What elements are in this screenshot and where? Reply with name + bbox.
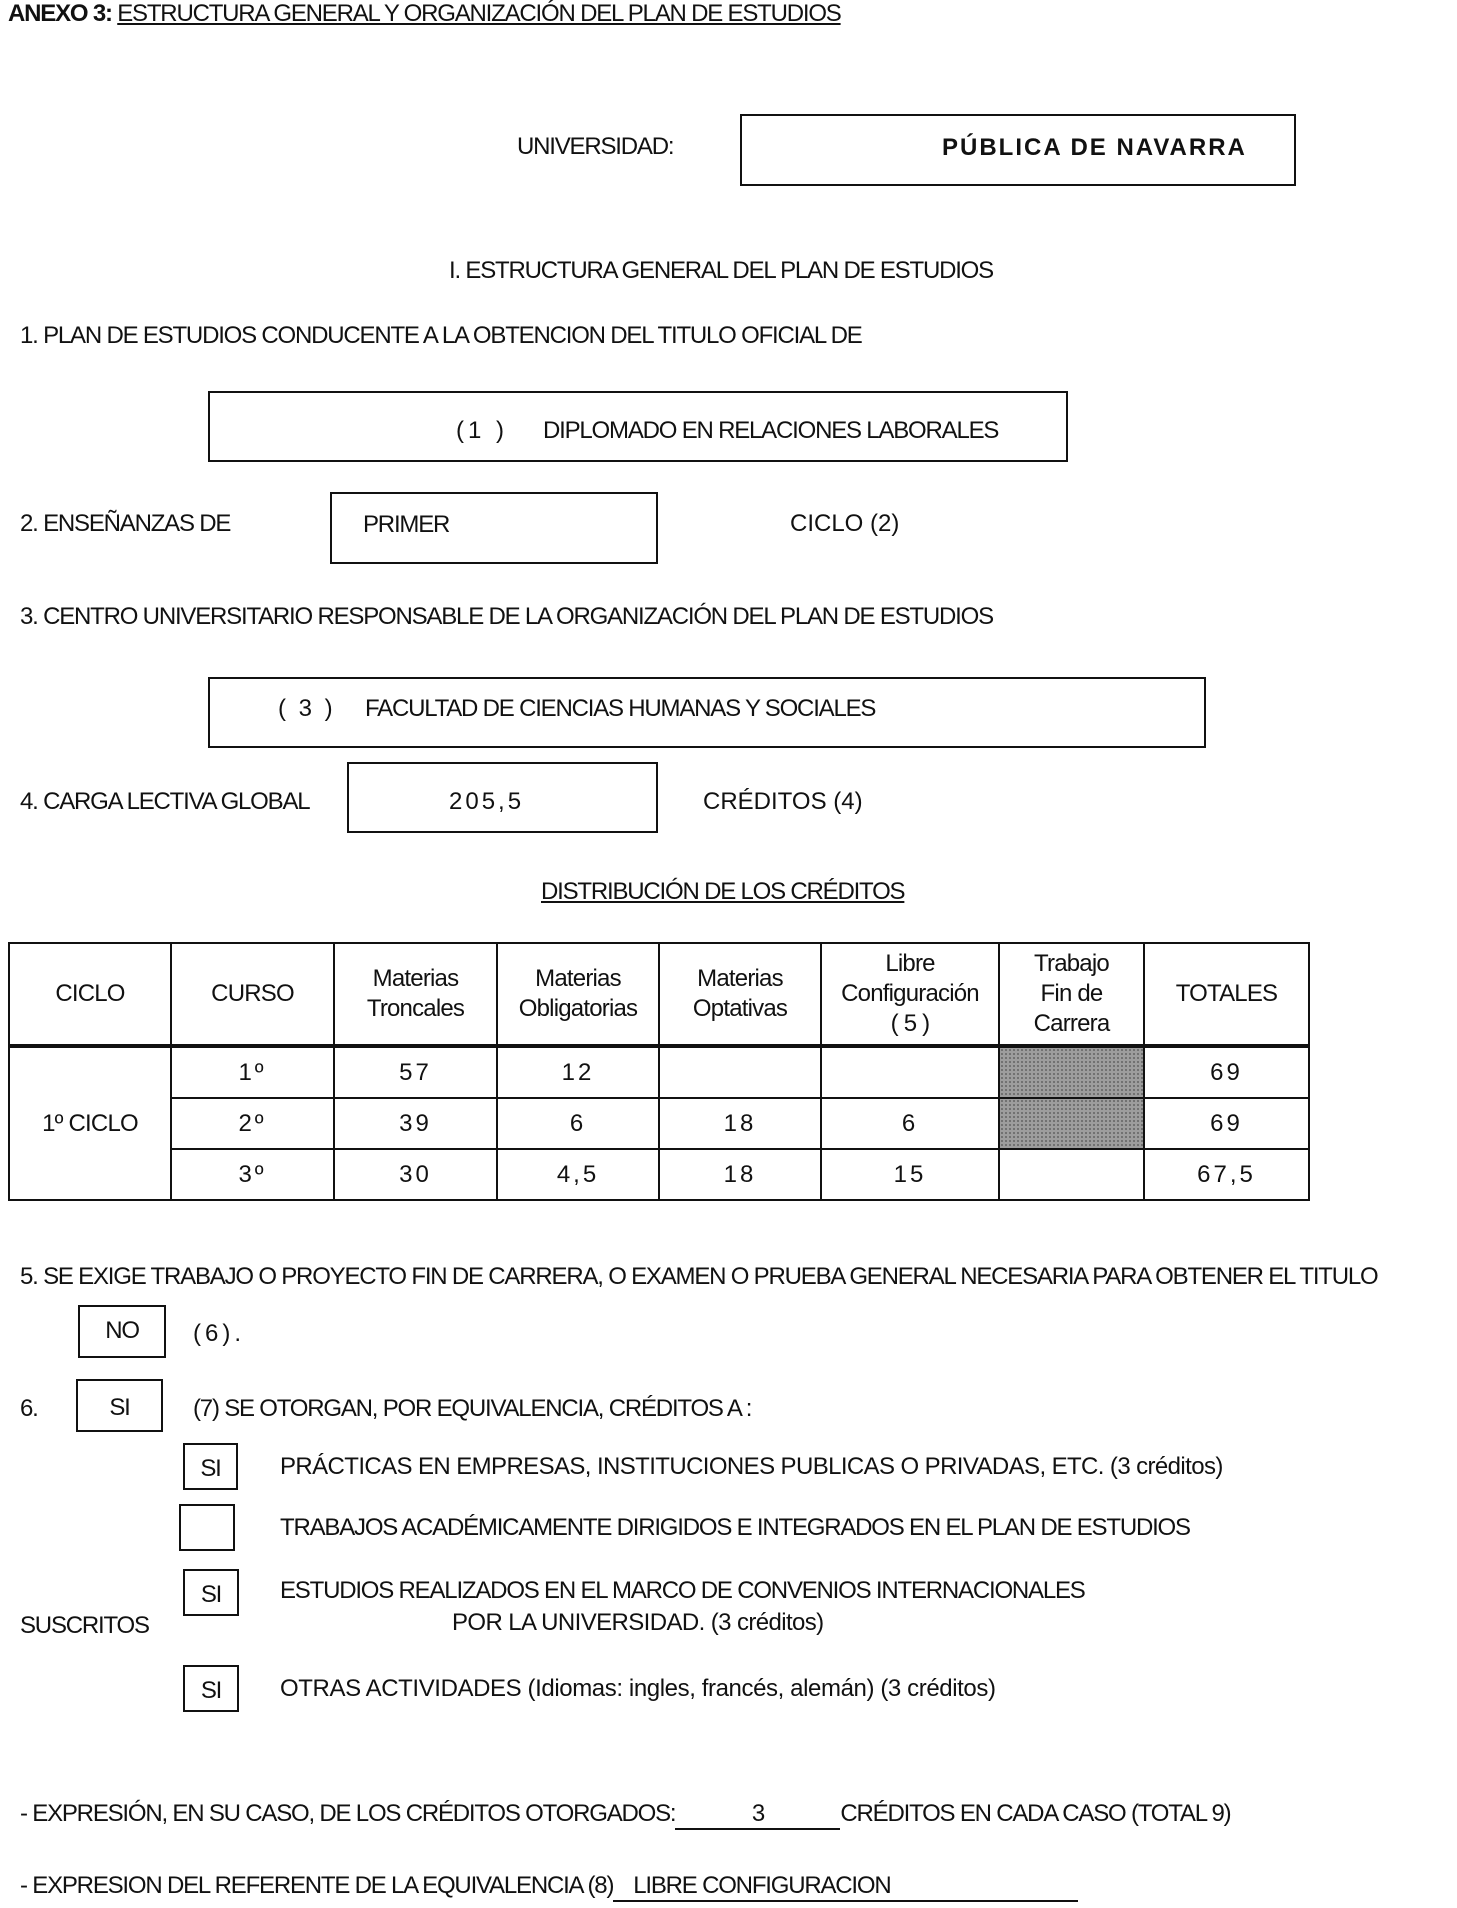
credits-suffix: CRÉDITOS (4) [703, 788, 863, 815]
item4-label: 4. CARGA LECTIVA GLOBAL [20, 788, 310, 815]
header-optativas-line2: Optativas [692, 995, 788, 1022]
libre-cell: 15 [821, 1149, 999, 1200]
center-ref: ( 3 ) [278, 695, 336, 722]
header-libre [821, 943, 999, 1046]
header-libre-line2: Configuración [841, 980, 979, 1007]
curso-cell: 3º [171, 1149, 334, 1200]
final-project-value: NO [105, 1317, 139, 1344]
option-check-value: SI [200, 1677, 222, 1704]
equivalence-value: SI [109, 1394, 130, 1421]
annex-header [8, 0, 841, 28]
item2-label: 2. ENSEÑANZAS DE [20, 510, 231, 537]
option-checkbox-practicas[interactable] [183, 1443, 238, 1490]
header-trabajo [999, 943, 1144, 1046]
header-obligatorias-line2: Obligatorias [518, 995, 638, 1022]
header-troncales-line1: Materias [372, 965, 459, 992]
suscritos-label: SUSCRITOS [20, 1612, 149, 1639]
header-trabajo-line3: Carrera [1033, 1010, 1110, 1037]
option-checkbox-convenios[interactable] [183, 1569, 239, 1616]
total-cell: 69 [1144, 1046, 1309, 1098]
optativas-cell: 18 [659, 1098, 821, 1149]
optativas-cell: 18 [659, 1149, 821, 1200]
curso-cell: 1º [171, 1046, 334, 1098]
cycle-box [330, 492, 658, 564]
optativas-cell [659, 1046, 821, 1098]
libre-cell [821, 1046, 999, 1098]
center-value: FACULTAD DE CIENCIAS HUMANAS Y SOCIALES [365, 695, 876, 722]
obligatorias-cell: 6 [497, 1098, 659, 1149]
header-libre-line1: Libre [885, 950, 935, 977]
header-ciclo: CICLO [9, 943, 171, 1046]
item6-number: 6. [20, 1395, 38, 1422]
option-text-practicas: PRÁCTICAS EN EMPRESAS, INSTITUCIONES PUBLICAS O PRIVADAS, ETC. (3 créditos) [280, 1453, 1223, 1480]
header-totales: TOTALES [1144, 943, 1309, 1046]
credits-box [347, 762, 658, 833]
degree-ref: (1 ) [456, 417, 508, 444]
degree-value: DIPLOMADO EN RELACIONES LABORALES [543, 417, 999, 444]
ciclo-cell: 1º CICLO [9, 1046, 171, 1200]
equivalence-box [76, 1379, 163, 1432]
option-checkbox-otras[interactable] [183, 1665, 239, 1712]
distribution-title: DISTRIBUCIÓN DE LOS CRÉDITOS [541, 878, 905, 905]
university-value: PÚBLICA DE NAVARRA [942, 134, 1247, 161]
center-box [208, 677, 1206, 748]
item5-label: 5. SE EXIGE TRABAJO O PROYECTO FIN DE CARRERA, O EXAMEN O PRUEBA GENERAL NECESARIA PARA OBTENER EL TITULO [20, 1263, 1378, 1290]
expresion-creditos-line [20, 1800, 1230, 1830]
credits-distribution-table [8, 942, 1310, 1201]
section-title: I. ESTRUCTURA GENERAL DEL PLAN DE ESTUDIOS [449, 257, 993, 284]
expresion-creditos-suffix: CRÉDITOS EN CADA CASO (TOTAL 9) [840, 1800, 1231, 1827]
trabajo-cell-shaded [999, 1046, 1144, 1098]
header-libre-line3: ( 5 ) [890, 1010, 930, 1037]
degree-title-box [208, 391, 1068, 462]
expresion-creditos-label: - EXPRESIÓN, EN SU CASO, DE LOS CRÉDITOS OTORGADOS: [20, 1800, 676, 1827]
expresion-referente-line [20, 1872, 1078, 1902]
header-optativas-line1: Materias [697, 965, 783, 992]
cycle-suffix: CICLO (2) [790, 510, 900, 537]
header-obligatorias-line1: Materias [535, 965, 621, 992]
expresion-creditos-value: 3 [675, 1800, 840, 1830]
header-optativas [659, 943, 821, 1046]
item3-label: 3. CENTRO UNIVERSITARIO RESPONSABLE DE LA ORGANIZACIÓN DEL PLAN DE ESTUDIOS [20, 603, 993, 630]
libre-cell: 6 [821, 1098, 999, 1149]
header-trabajo-line2: Fin de [1040, 980, 1103, 1007]
troncales-cell: 30 [334, 1149, 497, 1200]
option-text-otras: OTRAS ACTIVIDADES (Idiomas: ingles, francés, alemán) (3 créditos) [280, 1675, 996, 1702]
table-row [9, 1098, 1309, 1149]
table-row [9, 1046, 1309, 1098]
option-text-trabajos: TRABAJOS ACADÉMICAMENTE DIRIGIDOS E INTEGRADOS EN EL PLAN DE ESTUDIOS [280, 1514, 1190, 1541]
header-troncales [334, 943, 497, 1046]
final-project-box [78, 1305, 166, 1358]
item1-label: 1. PLAN DE ESTUDIOS CONDUCENTE A LA OBTENCION DEL TITULO OFICIAL DE [20, 322, 862, 349]
cycle-value: PRIMER [363, 511, 450, 538]
item5-ref: (6). [193, 1320, 245, 1347]
obligatorias-cell: 4,5 [497, 1149, 659, 1200]
troncales-cell: 57 [334, 1046, 497, 1098]
university-box [740, 114, 1296, 186]
option-text-convenios-line2: POR LA UNIVERSIDAD. (3 créditos) [452, 1609, 824, 1636]
obligatorias-cell: 12 [497, 1046, 659, 1098]
university-label: UNIVERSIDAD: [517, 133, 674, 160]
total-cell: 67,5 [1144, 1149, 1309, 1200]
curso-cell: 2º [171, 1098, 334, 1149]
option-checkbox-trabajos[interactable] [179, 1504, 235, 1551]
header-troncales-line2: Troncales [366, 995, 465, 1022]
header-obligatorias [497, 943, 659, 1046]
total-cell: 69 [1144, 1098, 1309, 1149]
trabajo-cell [999, 1149, 1144, 1200]
troncales-cell: 39 [334, 1098, 497, 1149]
credits-value: 205,5 [449, 788, 525, 815]
header-trabajo-line1: Trabajo [1034, 950, 1109, 977]
trabajo-cell-shaded [999, 1098, 1144, 1149]
option-text-convenios: ESTUDIOS REALIZADOS EN EL MARCO DE CONVENIOS INTERNACIONALES [280, 1577, 1085, 1604]
annex-label: ANEXO 3: [8, 0, 112, 27]
table-row [9, 1149, 1309, 1200]
header-curso: CURSO [171, 943, 334, 1046]
option-check-value: SI [200, 1455, 221, 1482]
table-header-row [9, 943, 1309, 1046]
expresion-referente-value: LIBRE CONFIGURACION [613, 1872, 1078, 1902]
item6-label: (7) SE OTORGAN, POR EQUIVALENCIA, CRÉDITOS A : [193, 1395, 752, 1422]
option-check-value: SI [200, 1581, 222, 1608]
expresion-referente-label: - EXPRESION DEL REFERENTE DE LA EQUIVALENCIA (8) [20, 1872, 614, 1899]
annex-title: ESTRUCTURA GENERAL Y ORGANIZACIÓN DEL PLAN DE ESTUDIOS [117, 0, 841, 27]
